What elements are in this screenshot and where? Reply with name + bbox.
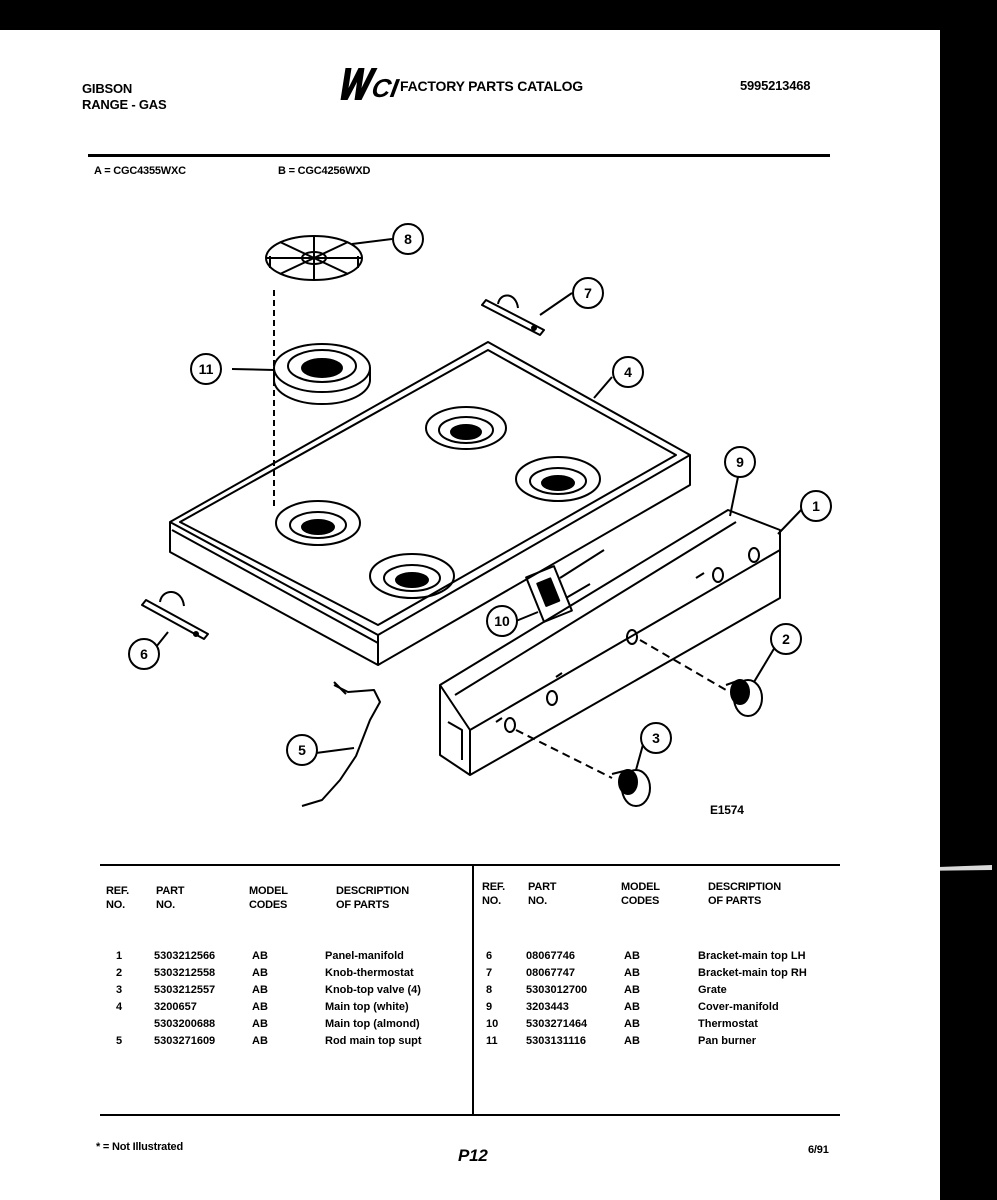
table-cell: 5303212566 [154, 950, 216, 962]
table-cell: Knob-top valve (4) [325, 984, 421, 996]
table-cell [116, 1016, 122, 1033]
table-cell: Bracket-main top LH [698, 950, 806, 962]
table-cell: Knob-thermostat [325, 967, 414, 979]
table-cell: 9 [486, 1001, 493, 1013]
table-divider [472, 866, 474, 1116]
svg-text:3: 3 [652, 730, 660, 746]
callout-9 [725, 447, 755, 477]
callout-1 [801, 491, 831, 521]
table-cell: AB [624, 1035, 640, 1047]
page-number: P12 [458, 1146, 488, 1165]
table-cell: Main top (white) [325, 1001, 409, 1013]
revision-date: 6/91 [808, 1144, 829, 1156]
table-cell: 08067747 [526, 967, 575, 979]
table-cell: AB [624, 1001, 640, 1013]
table-cell: AB [252, 1035, 268, 1047]
table-cell: Thermostat [698, 1018, 758, 1030]
table-cell: AB [252, 984, 268, 996]
table-cell: AB [624, 1018, 640, 1030]
callout-7 [573, 278, 603, 308]
right-header-part: PART NO. [528, 881, 557, 907]
right-desc-column [698, 948, 807, 1050]
svg-text:2: 2 [782, 631, 790, 647]
catalog-title: FACTORY PARTS CATALOG [400, 78, 583, 94]
table-cell: 3 [116, 984, 123, 996]
table-cell: 10 [486, 1018, 499, 1030]
right-header-desc: DESCRIPTION OF PARTS [708, 881, 781, 907]
svg-text:6: 6 [140, 646, 148, 662]
right-ref-column [486, 948, 498, 1050]
callout-3 [641, 723, 671, 753]
table-cell: 5303200688 [154, 1018, 216, 1030]
table-cell: Panel-manifold [325, 950, 404, 962]
right-codes-column [624, 948, 640, 1050]
table-cell: 8 [486, 984, 493, 996]
table-cell: 5303271464 [526, 1018, 588, 1030]
bracket-rh-part [482, 295, 544, 335]
product-type: RANGE - GAS [82, 97, 167, 112]
right-header-ref: REF. NO. [482, 881, 506, 907]
table-cell: 1 [116, 950, 123, 962]
svg-text:5: 5 [298, 742, 306, 758]
callout-2 [771, 624, 801, 654]
brand-name: GIBSON [82, 81, 133, 96]
table-cell: Cover-manifold [698, 1001, 779, 1013]
callout-8 [393, 224, 423, 254]
scan-artifact-left [0, 440, 8, 550]
knob-thermostat-part [726, 680, 762, 716]
table-cell: Rod main top supt [325, 1035, 422, 1047]
left-ref-column [116, 948, 122, 1050]
callout-5 [287, 735, 317, 765]
table-cell: AB [252, 967, 268, 979]
callout-11 [191, 354, 221, 384]
table-top-rule [100, 864, 840, 866]
grate-part [266, 236, 362, 280]
table-cell: 5 [116, 1035, 123, 1047]
table-cell: AB [252, 1018, 268, 1030]
table-cell: Pan burner [698, 1035, 757, 1047]
svg-text:CI: CI [369, 73, 401, 103]
left-part-column [154, 948, 215, 1050]
table-cell: 5303131116 [526, 1035, 586, 1047]
table-cell: AB [624, 950, 640, 962]
left-codes-column [252, 948, 268, 1050]
table-cell: 5303212558 [154, 967, 216, 979]
catalog-page [0, 30, 940, 1200]
pan-burner-part [274, 344, 370, 404]
right-header-model: MODEL CODES [621, 881, 660, 907]
bracket-lh-part [142, 592, 208, 639]
svg-text:1: 1 [812, 498, 820, 514]
svg-text:8: 8 [404, 231, 412, 247]
callout-10 [487, 606, 517, 636]
figure-id: E1574 [710, 803, 744, 817]
table-cell: 2 [116, 967, 123, 979]
left-header-desc: DESCRIPTION OF PARTS [336, 885, 409, 911]
table-cell: 4 [116, 1001, 123, 1013]
table-cell: AB [624, 967, 640, 979]
model-b: B = CGC4256WXD [278, 165, 371, 177]
knob-valve-part [612, 770, 650, 806]
table-cell: AB [252, 950, 268, 962]
left-desc-column [325, 948, 422, 1050]
table-cell: 7 [486, 967, 493, 979]
svg-text:11: 11 [198, 361, 214, 377]
callout-6 [129, 639, 159, 669]
svg-text:9: 9 [736, 454, 744, 470]
svg-text:7: 7 [584, 285, 592, 301]
table-cell: Grate [698, 984, 727, 996]
table-cell: 3203443 [526, 1001, 569, 1013]
svg-text:10: 10 [494, 613, 510, 629]
left-header-model: MODEL CODES [249, 885, 288, 911]
svg-text:4: 4 [624, 364, 632, 380]
left-header-part: PART NO. [156, 885, 185, 911]
table-cell: AB [252, 1001, 268, 1013]
table-cell: 6 [486, 950, 493, 962]
table-cell: 5303012700 [526, 984, 588, 996]
table-cell: 5303212557 [154, 984, 216, 996]
table-bottom-rule [100, 1114, 840, 1116]
model-a: A = CGC4355WXC [94, 165, 186, 177]
callout-4 [613, 357, 643, 387]
table-cell: 3200657 [154, 1001, 197, 1013]
table-cell: 08067746 [526, 950, 575, 962]
table-cell: Main top (almond) [325, 1018, 420, 1030]
not-illustrated-note: * = Not Illustrated [96, 1141, 183, 1153]
table-cell: 11 [486, 1035, 498, 1047]
table-cell: Bracket-main top RH [698, 967, 807, 979]
table-cell: 5303271609 [154, 1035, 216, 1047]
exploded-diagram [0, 30, 940, 870]
left-header-ref: REF. NO. [106, 885, 130, 911]
manifold-panel-part [440, 510, 780, 775]
catalog-code: 5995213468 [740, 78, 811, 93]
scan-artifact-right [912, 862, 992, 872]
main-top-part [170, 342, 690, 665]
table-cell: AB [624, 984, 640, 996]
right-part-column [526, 948, 587, 1050]
